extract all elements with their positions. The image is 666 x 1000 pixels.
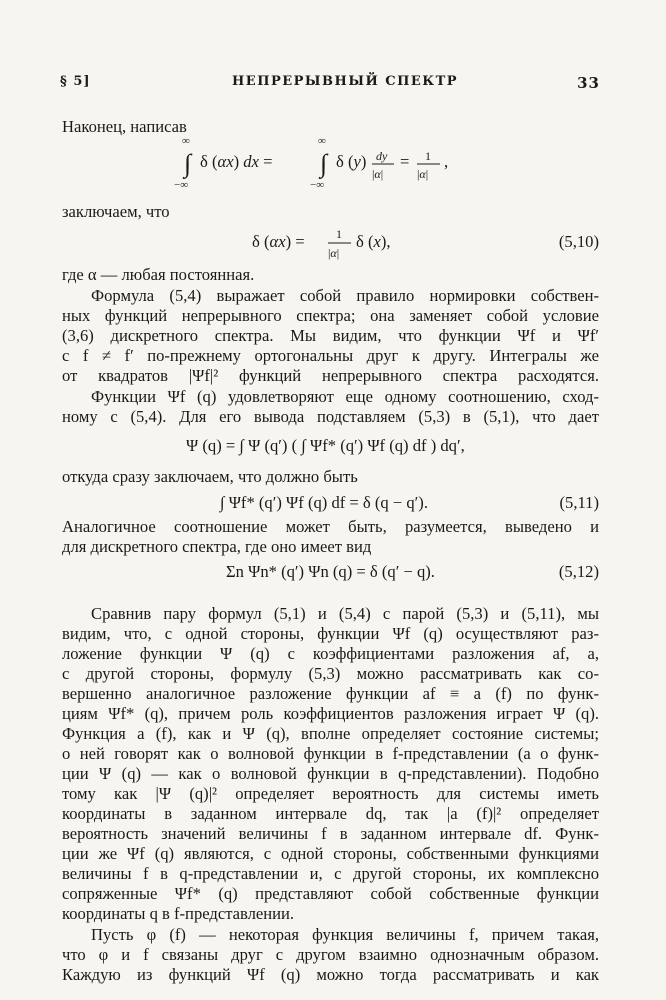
svg-text:δ (αx) dx =: δ (αx) dx = [200, 152, 273, 171]
text-line: сопряженные Ψf* (q) представляют собой собственные функции [62, 884, 599, 903]
text-line: вершенно аналогичное разложение функции af ≡ a (f) по функ- [62, 684, 599, 703]
svg-text:∫: ∫ [184, 149, 192, 178]
text-line: о ней говорят как о волновой функции в f-представлении (а о функ- [62, 744, 599, 763]
equation-number: (5,10) [558, 232, 599, 251]
text-line: Каждую из функций Ψf (q) можно тогда рассматривать и как [62, 965, 599, 984]
svg-text:|α|: |α| [372, 167, 384, 181]
text-line: циям Ψf* (q), причем роль коэффициентов разложения играет Ψ (q). [62, 704, 599, 723]
svg-text:∫: ∫ [320, 149, 328, 178]
text-line: видим, что, с одной стороны, функции Ψf (q) осуществляют раз- [62, 624, 599, 643]
equation-integral [170, 136, 500, 194]
svg-text:−∞: −∞ [310, 179, 325, 191]
text-line: ных функций непрерывного спектра; она заменяет собой условие [62, 306, 599, 325]
equation-number: (5,11) [559, 493, 599, 512]
text-line: от квадратов |Ψf|² функций непрерывного спектра расходятся. [62, 366, 599, 385]
svg-text:=: = [400, 152, 410, 171]
text-line: что φ и f связаны друг с другом взаимно однозначным образом. [62, 945, 599, 964]
text-line: с f ≠ f′ по-прежнему ортогональны друг к другу. Интегралы же [62, 346, 599, 365]
svg-text:∞: ∞ [318, 136, 326, 147]
text-line: координаты q в f-представлении. [62, 904, 295, 923]
section-marker: § 5] [60, 74, 91, 89]
svg-text:dy: dy [376, 149, 388, 163]
equation-5-11: ∫ Ψf* (q′) Ψf (q) df = δ (q − q′). [220, 493, 428, 512]
text-line: ложение функции Ψ (q) с коэффициентами разложения af, а, [62, 644, 599, 663]
running-title: НЕПРЕРЫВНЫЙ СПЕКТР [232, 74, 459, 89]
text-line: Наконец, написав [62, 117, 187, 136]
svg-text:|α|: |α| [328, 246, 340, 260]
text-line: вероятность значений величины f в заданном интервале df. Функ- [62, 824, 599, 843]
text-line: тому как |Ψ (q)|² определяет вероятность для системы иметь [62, 784, 599, 803]
equation-number: (5,12) [558, 562, 599, 581]
text-line: Сравнив пару формул (5,1) и (5,4) с парой (5,3) и (5,11), мы [91, 604, 599, 623]
svg-text:δ (x),: δ (x), [356, 232, 391, 251]
svg-text:∞: ∞ [182, 136, 190, 147]
page-number: 33 [577, 74, 600, 92]
text-line: величины f в q-представлении и, с другой стороны, их комплексно [62, 864, 599, 883]
text-line: Функции Ψf (q) удовлетворяют еще одному соотношению, сход- [91, 387, 599, 406]
svg-text:δ (y): δ (y) [336, 152, 367, 171]
text-line: для дискретного спектра, где оно имеет вид [62, 537, 372, 556]
svg-text:δ (αx) =: δ (αx) = [252, 232, 305, 251]
text-line: Формула (5,4) выражает собой правило нормировки собствен- [91, 286, 599, 305]
equation-5-10 [252, 226, 422, 262]
text-line: откуда сразу заключаем, что должно быть [62, 467, 358, 486]
text-line: (3,6) дискретного спектра. Мы видим, что функции Ψf и Ψf′ [62, 326, 599, 345]
text-line: где α — любая постоянная. [62, 265, 255, 284]
text-line: ции же Ψf (q) являются, с одной стороны, собственными функциями [62, 844, 599, 863]
svg-text:|α|: |α| [417, 167, 429, 181]
text-line: с другой стороны, формулу (5,3) можно рассматривать как со- [62, 664, 599, 683]
text-line: Пусть φ (f) — некоторая функция величины f, причем такая, [91, 925, 599, 944]
text-line: Аналогичное соотношение может быть, разумеется, выведено и [62, 517, 599, 536]
equation-psi: Ψ (q) = ∫ Ψ (q′) ( ∫ Ψf* (q′) Ψf (q) df ) dq′, [186, 436, 465, 455]
equation-5-12: Σn Ψn* (q′) Ψn (q) = δ (q′ − q). [226, 562, 435, 581]
text-line: ции Ψ (q) — как о волновой функции в q-представлении). Подобно [62, 764, 599, 783]
text-line: заключаем, что [62, 202, 170, 221]
svg-text:,: , [444, 152, 449, 171]
text-line: координаты в заданном интервале dq, так |a (f)|² определяет [62, 804, 599, 823]
text-line: Функция a (f), как и Ψ (q), вполне определяет состояние системы; [62, 724, 599, 743]
svg-text:−∞: −∞ [174, 179, 189, 191]
svg-text:1: 1 [425, 149, 431, 163]
text-line: ному с (5,4). Для его вывода подставляем (5,3) в (5,1), что дает [62, 407, 599, 426]
svg-text:1: 1 [336, 227, 342, 241]
